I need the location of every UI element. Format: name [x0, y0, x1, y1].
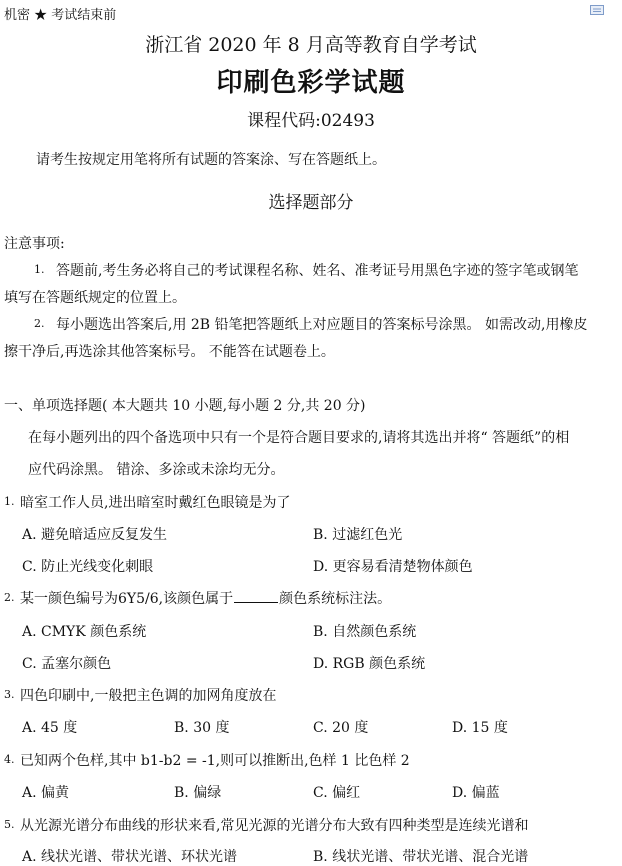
q3-option-d: D. 15 度	[452, 720, 508, 736]
q2-text	[20, 588, 391, 608]
note-1-number: 1.	[34, 263, 45, 276]
q4-option-b: B. 偏绿	[174, 785, 222, 801]
q3-option-c: C. 20 度	[313, 720, 369, 736]
q1-option-d: D. 更容易看清楚物体颜色	[313, 559, 473, 575]
q3-number: 3.	[4, 688, 15, 701]
exam-title: 浙江省 2020 年 8 月高等教育自学考试	[145, 34, 477, 56]
q2-option-d: D. RGB 颜色系统	[313, 656, 426, 672]
q4-option-a: A. 偏黄	[22, 785, 70, 801]
q5-option-a: A. 线状光谱、带状光谱、环状光谱	[22, 849, 238, 865]
q2-number: 2.	[4, 591, 15, 604]
document-icon	[590, 0, 604, 10]
q4-text: 已知两个色样,其中 b1-b2 = -1,则可以推断出,色样 1 比色样 2	[20, 753, 410, 769]
note-2-line-1: 每小题选出答案后,用 2B 铅笔把答题纸上对应题目的答案标号涂黑。 如需改动,用橡皮	[56, 317, 588, 333]
q1-text: 暗室工作人员,进出暗室时戴红色眼镜是为了	[20, 495, 291, 511]
part1-desc-line-1: 在每小题列出的四个备选项中只有一个是符合题目要求的,请将其选出并将“ 答题纸”的相	[28, 430, 570, 446]
q2-option-c: C. 孟塞尔颜色	[22, 656, 112, 672]
q1-number: 1.	[4, 495, 15, 508]
note-1-line-2: 填写在答题纸规定的位置上。	[4, 290, 186, 306]
note-2-number: 2.	[34, 317, 45, 330]
q3-option-a: A. 45 度	[22, 720, 78, 736]
course-code: 课程代码:02493	[247, 111, 375, 131]
q5-option-b: B. 线状光谱、带状光谱、混合光谱	[313, 849, 529, 865]
q5-text: 从光源光谱分布曲线的形状来看,常见光源的光谱分布大致有四种类型是连续光谱和	[20, 818, 529, 834]
section-title: 选择题部分	[268, 193, 354, 213]
q3-text: 四色印刷中,一般把主色调的加网角度放在	[20, 688, 277, 704]
q3-option-b: B. 30 度	[174, 720, 230, 736]
confidential-label: 机密 ★ 考试结束前	[4, 8, 117, 23]
subject-title: 印刷色彩学试题	[216, 68, 406, 98]
notes-title: 注意事项:	[4, 236, 65, 252]
q4-option-c: C. 偏红	[313, 785, 361, 801]
q5-number: 5.	[4, 818, 15, 831]
instruction-text: 请考生按规定用笔将所有试题的答案涂、写在答题纸上。	[36, 152, 386, 168]
part1-desc-line-2: 应代码涂黑。 错涂、多涂或未涂均无分。	[28, 462, 285, 478]
note-2-line-2: 擦干净后,再选涂其他答案标号。 不能答在试题卷上。	[4, 344, 335, 360]
note-1-line-1: 答题前,考生务必将自己的考试课程名称、姓名、准考证号用黑色字迹的签字笔或钢笔	[56, 263, 579, 279]
q1-option-a: A. 避免暗适应反复发生	[22, 527, 168, 543]
q4-number: 4.	[4, 753, 15, 766]
q2-text-before: 某一颜色编号为6Y5/6,该颜色属于	[20, 591, 234, 607]
q2-option-a: A. CMYK 颜色系统	[22, 624, 147, 640]
q4-option-d: D. 偏蓝	[452, 785, 500, 801]
q2-text-after: 颜色系统标注法。	[279, 591, 392, 607]
q2-option-b: B. 自然颜色系统	[313, 624, 417, 640]
part1-heading: 一、单项选择题( 本大题共 10 小题,每小题 2 分,共 20 分)	[4, 398, 366, 414]
q2-blank	[234, 590, 278, 603]
q1-option-c: C. 防止光线变化刺眼	[22, 559, 154, 575]
q1-option-b: B. 过滤红色光	[313, 527, 403, 543]
